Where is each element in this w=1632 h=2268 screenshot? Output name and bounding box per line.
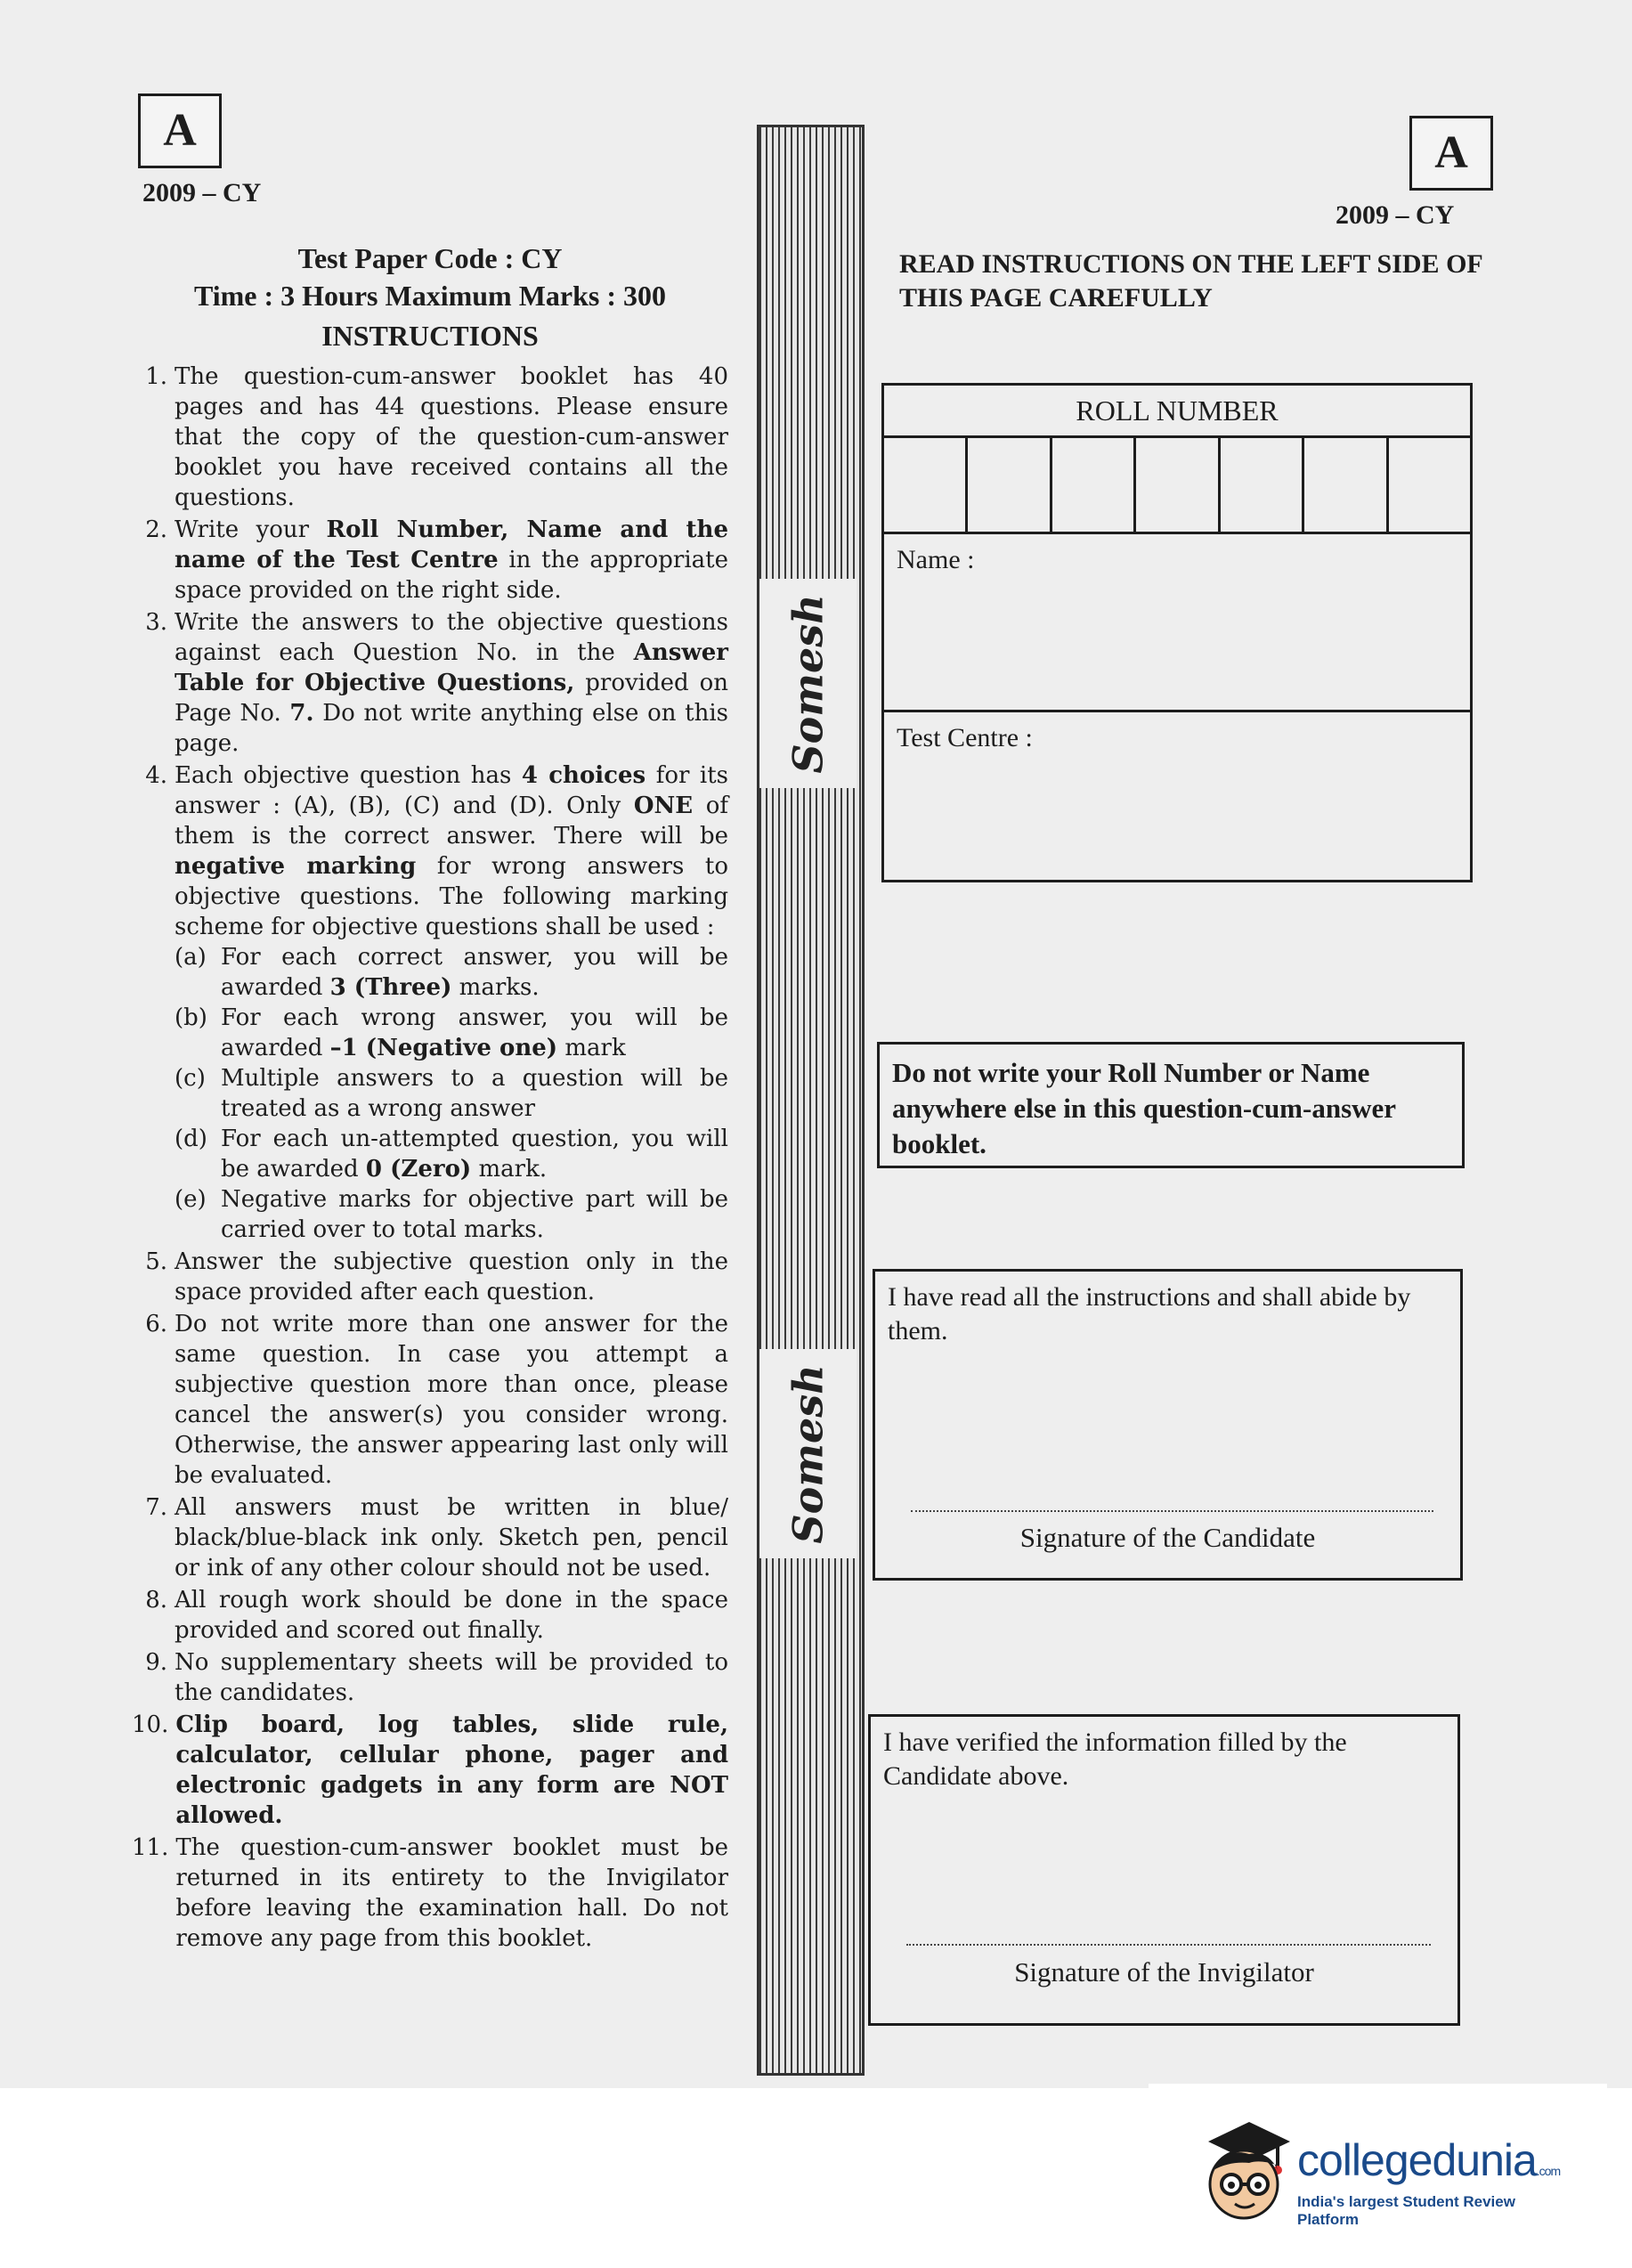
brand-tagline: India's largest Student Review Platform xyxy=(1297,2193,1515,2228)
candidate-declaration-text: I have read all the instructions and shall abide by them. xyxy=(888,1282,1411,1345)
test-centre-field[interactable] xyxy=(884,712,1470,877)
instruction-number: 4. xyxy=(145,762,167,789)
instruction-text: Each objective question has 4 choices for its answer : (A), (B), (C) and (D). Only ONE of them is the correct answer. There will be negative marking for wrong answers to objective questions. The following marking scheme for objective questions shall be used : (a) For each correct answer, you will be awarded 3 (Three) marks. (b) For each wrong answer, you will be awarded –1 (Negative one) mark (c) Multiple answers to a question will be treated as a wrong answer (d) For each un-attempted question, you will be awarded 0 (Zero) mark. (e) Negative marks for objective part will be carried over to total marks. xyxy=(175,762,729,1243)
invigilator-declaration-text: I have verified the information filled by the Candidate above. xyxy=(883,1727,1347,1791)
invigilator-signature-label: Signature of the Invigilator xyxy=(1014,1956,1314,1988)
instruction-item xyxy=(132,362,728,513)
instruction-item xyxy=(132,1309,728,1491)
instructions-heading: INSTRUCTIONS xyxy=(321,320,539,352)
strip-signature-1 xyxy=(759,579,857,788)
instruction-text: Write your Roll Number, Name and the name of the Test Centre in the appropriate space provided on the right side. xyxy=(175,516,728,604)
time-and-marks: Time : 3 Hours Maximum Marks : 300 xyxy=(193,280,667,312)
instruction-number: 10. xyxy=(132,1711,169,1738)
marking-rule: (d) For each un-attempted question, you will be awarded 0 (Zero) mark. xyxy=(175,1126,728,1183)
instruction-text: All rough work should be done in the space provided and scored out finally. xyxy=(175,1587,728,1644)
instruction-number: 6. xyxy=(145,1311,167,1337)
test-centre-label: Test Centre : xyxy=(897,723,1033,752)
instruction-item xyxy=(132,760,728,1245)
instruction-text: Answer the subjective question only in the space provided after each question. xyxy=(175,1248,728,1305)
read-instructions-note: READ INSTRUCTIONS ON THE LEFT SIDE OF THIS PAGE CAREFULLY xyxy=(899,249,1482,313)
instruction-text: All answers must be written in blue/ black/blue-black ink only. Sketch pen, pencil or ink of any other colour should not be used. xyxy=(175,1494,728,1581)
marking-rule: (a) For each correct answer, you will be awarded 3 (Three) marks. xyxy=(175,944,728,1001)
candidate-signature-label: Signature of the Candidate xyxy=(1019,1522,1316,1553)
name-field[interactable] xyxy=(884,534,1470,712)
instruction-number: 2. xyxy=(145,516,167,543)
paper-id-left: 2009 – CY xyxy=(142,178,262,207)
roll-digit-cell[interactable] xyxy=(884,438,968,532)
candidate-signature-line[interactable] xyxy=(911,1510,1433,1512)
paper-id-right: 2009 – CY xyxy=(1336,200,1455,230)
roll-number-cells xyxy=(884,438,1470,534)
instructions-list xyxy=(132,362,728,1954)
roll-number-title: ROLL NUMBER xyxy=(884,386,1470,438)
instruction-text: The question-cum-answer booklet has 40 pages and has 44 questions. Please ensure that the copy of the question-cum-answer booklet you have received contains all the questions. xyxy=(175,363,728,511)
instruction-number: 9. xyxy=(145,1649,167,1676)
roll-number-box xyxy=(881,383,1473,882)
marking-rule: (e) Negative marks for objective part will be carried over to total marks. xyxy=(175,1186,728,1243)
instruction-item xyxy=(132,1710,728,1831)
warning-box: Do not write your Roll Number or Name anywhere else in this question-cum-answer booklet. xyxy=(877,1042,1465,1168)
instruction-number: 7. xyxy=(145,1494,167,1521)
invigilator-signature-line[interactable] xyxy=(906,1944,1431,1946)
instruction-text: No supplementary sheets will be provided to the candidates. xyxy=(175,1649,728,1706)
instruction-item xyxy=(132,1247,728,1307)
handwritten-signature: Somesh xyxy=(784,1363,832,1544)
instruction-item xyxy=(132,515,728,606)
instruction-item xyxy=(132,1585,728,1646)
roll-digit-cell[interactable] xyxy=(1052,438,1136,532)
brand-name: collegedunia.com xyxy=(1297,2135,1561,2185)
center-strip xyxy=(757,125,865,2076)
roll-digit-cell[interactable] xyxy=(1136,438,1220,532)
name-label: Name : xyxy=(897,545,975,574)
instruction-text: Do not write more than one answer for the same question. In case you attempt a subjective question more than once, please cancel the answer(s) you consider wrong. Otherwise, the answer appearing last only will be evaluated. xyxy=(175,1311,728,1489)
footer-strip xyxy=(1149,2084,1607,2094)
instruction-number: 1. xyxy=(145,363,167,390)
marking-rule: (b) For each wrong answer, you will be awarded –1 (Negative one) mark xyxy=(175,1004,728,1061)
candidate-declaration-box xyxy=(873,1269,1463,1581)
instruction-number: 5. xyxy=(145,1248,167,1275)
set-letter-right: A xyxy=(1409,116,1493,191)
instructions-column xyxy=(132,240,728,1955)
roll-digit-cell[interactable] xyxy=(1304,438,1388,532)
instruction-item xyxy=(132,1492,728,1583)
marking-rule: (c) Multiple answers to a question will be treated as a wrong answer xyxy=(175,1065,728,1122)
collegedunia-brand[interactable] xyxy=(1198,2115,1580,2231)
instruction-number: 8. xyxy=(145,1587,167,1614)
roll-digit-cell[interactable] xyxy=(1389,438,1470,532)
instruction-number: 3. xyxy=(145,609,167,636)
instruction-item xyxy=(132,1833,728,1954)
marking-scheme xyxy=(175,942,728,1245)
collegedunia-logo-icon xyxy=(1198,2115,1291,2222)
strip-signature-2 xyxy=(759,1349,857,1558)
invigilator-declaration-box xyxy=(868,1714,1460,2026)
set-letter-left: A xyxy=(138,93,222,168)
test-paper-code: Test Paper Code : CY xyxy=(297,242,563,274)
instruction-text: The question-cum-answer booklet must be returned in its entirety to the Invigilator before leaving the examination hall. Do not remove any page from this booklet. xyxy=(175,1834,728,1952)
instruction-text: Clip board, log tables, slide rule, calculator, cellular phone, pager and electronic gadgets in any form are NOT allowed. xyxy=(175,1711,728,1829)
instruction-item xyxy=(132,1647,728,1708)
instruction-number: 11. xyxy=(132,1834,169,1861)
roll-digit-cell[interactable] xyxy=(968,438,1051,532)
handwritten-signature: Somesh xyxy=(784,593,832,774)
roll-digit-cell[interactable] xyxy=(1221,438,1304,532)
instruction-text: Write the answers to the objective questions against each Question No. in the Answer Table for Objective Questions, provided on Page No. 7. Do not write anything else on this page. xyxy=(175,609,728,757)
instruction-item xyxy=(132,607,728,759)
